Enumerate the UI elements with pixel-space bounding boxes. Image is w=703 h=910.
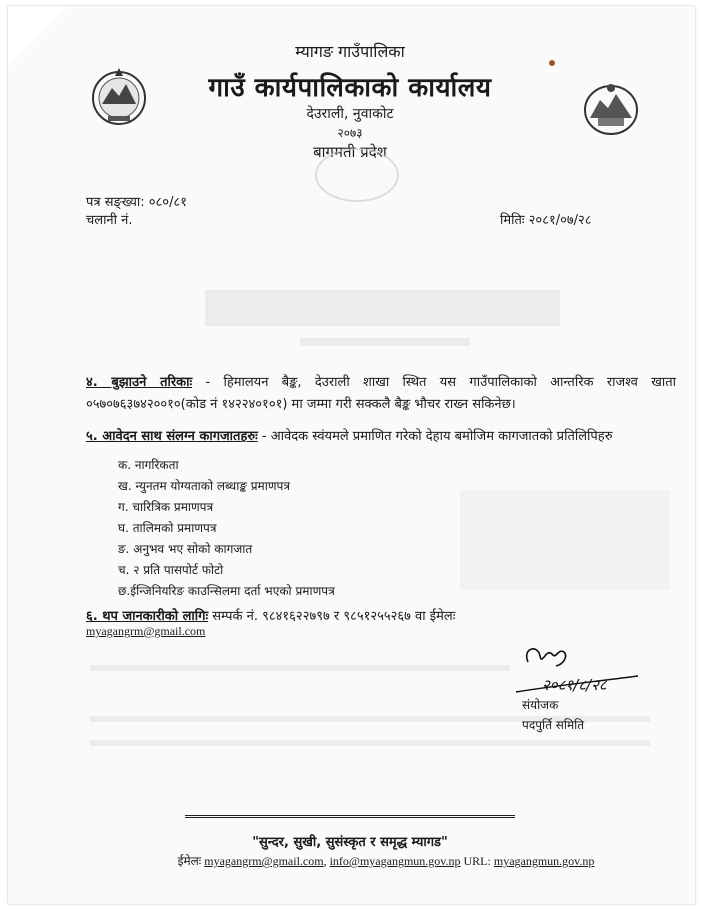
footer-info-email-link[interactable]: info@myagangmun.gov.np — [329, 854, 461, 868]
list-item: च. २ प्रति पासपोर्ट फोटो — [118, 563, 224, 577]
section-heading: ५. आवेदन साथ संलग्न कागजातहरुः — [86, 429, 258, 444]
section-text: सम्पर्क नं. ९८४१६२२७९७ र ९८५१२५५२६७ वा ईमेलः — [212, 609, 456, 624]
show-through-line — [90, 665, 510, 671]
handwritten-date: २०८१/८/२८ — [542, 676, 607, 694]
nepal-emblem-icon — [88, 64, 150, 126]
show-through-line — [90, 740, 650, 746]
office-stamp — [315, 148, 399, 202]
list-item: छ.ईन्जिनियरिङ काउन्सिलमा दर्ता भएको प्रमाणपत्र — [118, 584, 335, 598]
show-through-line — [300, 338, 470, 346]
list-item: ङ. अनुभव भए सोको कागजात — [118, 542, 253, 556]
office-title: गाउँ कार्यपालिकाको कार्यालय — [208, 73, 492, 103]
signatory-title: संयोजक — [522, 698, 559, 712]
list-item: क. नागरिकता — [118, 458, 179, 472]
signature-image — [512, 642, 642, 702]
footer-slogan: "सुन्दर, सुखी, सुसंस्कृत र समृद्ध म्यागड" — [252, 835, 448, 850]
municipality-name: म्यागङ गाउँपालिका — [295, 42, 405, 61]
page-corner-fold — [8, 6, 68, 66]
document-list — [118, 455, 335, 602]
footer-website-link[interactable]: myagangmun.gov.np — [493, 854, 595, 868]
url-label: URL: — [463, 854, 491, 868]
show-through-table — [460, 490, 670, 590]
list-item: ग. चारित्रिक प्रमाणपत्र — [118, 500, 214, 514]
established-year: २०७३ — [337, 126, 363, 140]
province-name: बागमती प्रदेश — [313, 143, 387, 161]
section-text: - हिमालयन बैङ्क, देउराली शाखा स्थित यस गाउँपालिकाको आन्तरिक राजश्व खाता ०५७०७६३७४२००१०(कोड नं १४२२४०१०१) मा जम्मा गरी सक्कलै बैङ्क भौचर राख्न सकिनेछ। — [86, 375, 676, 412]
footer-contact: ईमेलः myagangrm@gmail.com, info@myagangmun.gov.np URL: myagangmun.gov.np — [177, 854, 595, 868]
list-item: घ. तालिमको प्रमाणपत्र — [118, 521, 217, 535]
signatory-committee: पदपुर्ति समिति — [522, 718, 585, 732]
letter-date: मितिः २०८१/०७/२८ — [500, 213, 592, 228]
show-through-block — [205, 290, 560, 326]
footer-divider — [185, 815, 515, 818]
dispatch-number: चलानी नं. — [86, 213, 133, 228]
municipality-logo-icon — [580, 78, 642, 140]
section-text: - आवेदक स्वंयमले प्रमाणित गरेको देहाय बमोजिम कागजातको प्रतिलिपिहरु — [261, 429, 613, 444]
section-heading: ६. थप जानकारीको लागिः — [86, 609, 209, 624]
section-heading: ४. बुझाउने तरिकाः — [86, 375, 193, 390]
ink-spot — [549, 60, 555, 66]
email-label: ईमेलः — [177, 854, 202, 868]
footer-email-link[interactable]: myagangrm@gmail.com — [204, 854, 324, 868]
contact-email-link[interactable]: myagangrm@gmail.com — [86, 624, 206, 638]
list-item: ख. न्युनतम योग्यताको लब्धाङ्क प्रमाणपत्र — [118, 479, 290, 493]
reference-number: पत्र सङ्ख्या: ०८०/८१ — [86, 195, 187, 210]
office-location: देउराली, नुवाकोट — [306, 106, 394, 122]
section-attachments — [86, 426, 676, 448]
section-payment-method — [86, 372, 676, 416]
